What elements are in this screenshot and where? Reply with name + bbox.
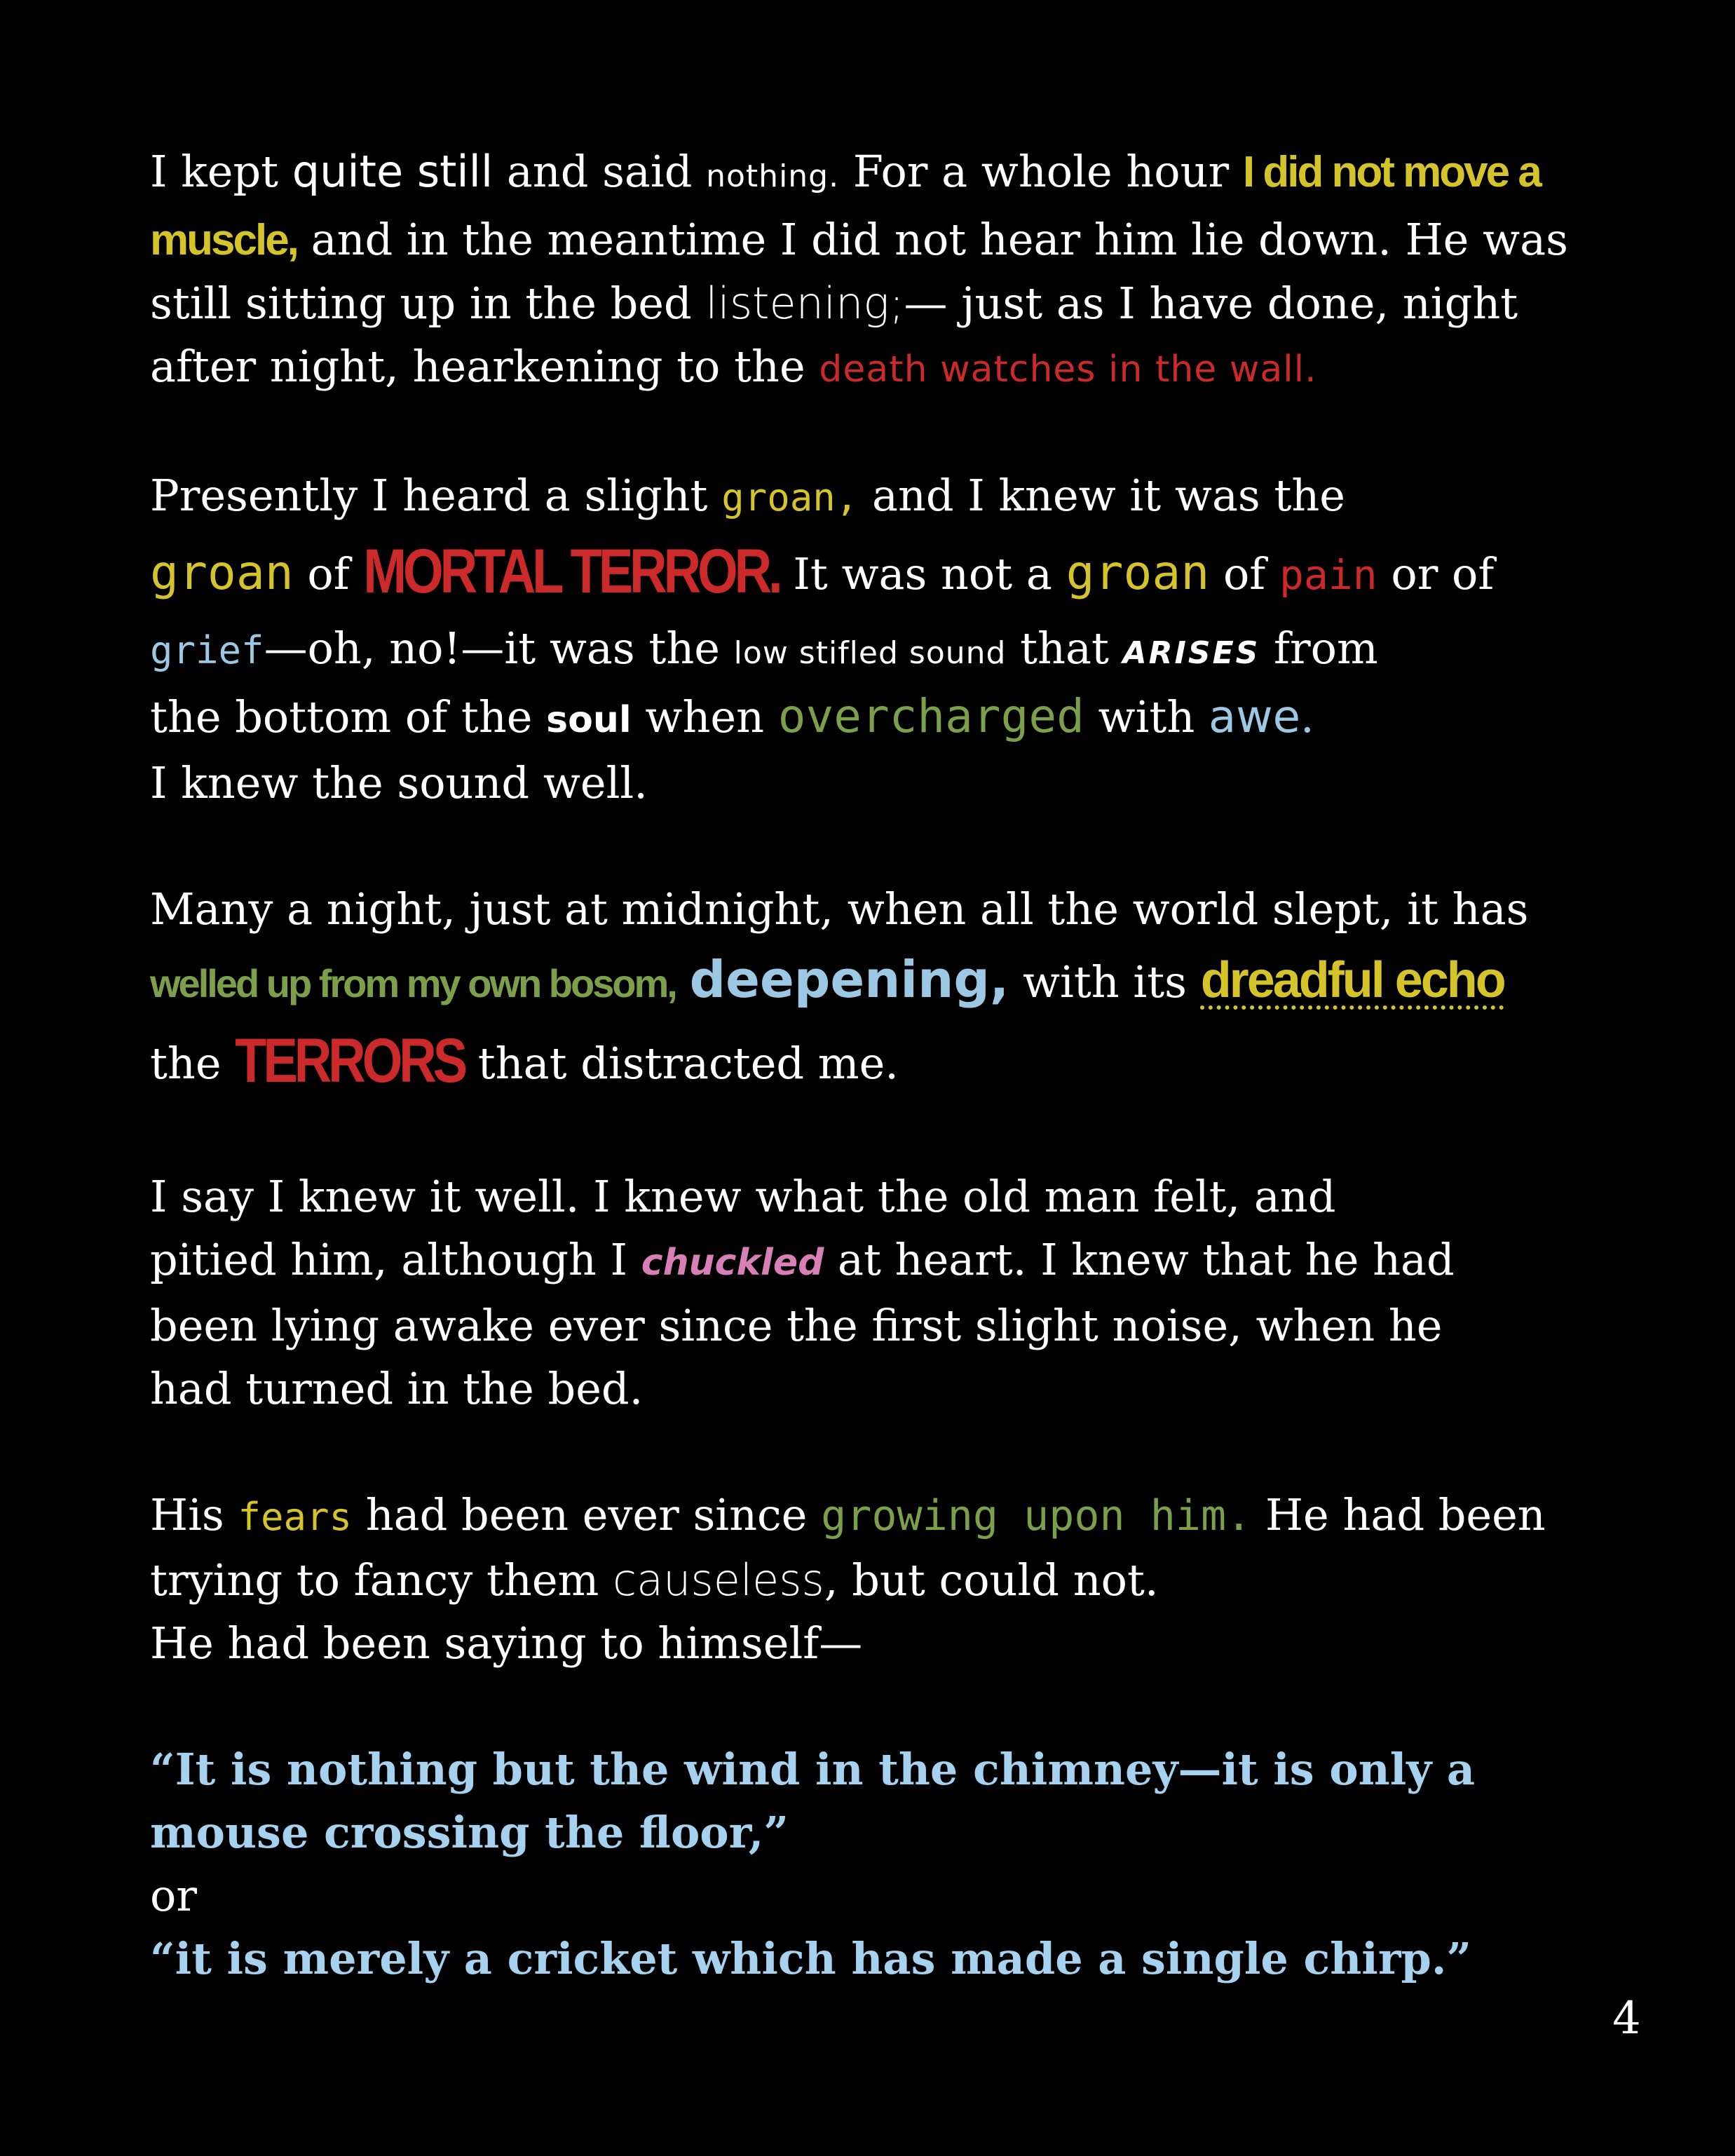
styled-word-groan: groan, xyxy=(721,475,859,520)
styled-word-terrors: TERRORS xyxy=(235,1025,465,1096)
styled-word-causeless: causeless xyxy=(613,1554,824,1606)
text-run: , but could not. xyxy=(824,1554,1159,1606)
paragraph-5 xyxy=(150,1484,1594,1675)
paragraph-gap xyxy=(150,1102,1594,1165)
text-run: at heart. I knew that he had xyxy=(824,1234,1455,1285)
paragraph-gap xyxy=(150,815,1594,878)
page-number: 4 xyxy=(1612,1993,1641,2045)
paragraph-line xyxy=(150,1612,1594,1675)
text-run: —oh, no!—it was the xyxy=(264,623,734,674)
text-run: the bottom of the xyxy=(150,691,547,743)
styled-phrase-did-not-move: I did not move a xyxy=(1242,148,1540,196)
paragraph-line xyxy=(150,272,1594,335)
text-run: pitied him, although I xyxy=(150,1234,641,1285)
text-run: and said xyxy=(493,146,707,197)
text-run: been lying awake ever since the first slight noise, when he xyxy=(150,1300,1443,1351)
paragraph-2 xyxy=(150,464,1594,815)
paragraph-line xyxy=(150,617,1594,685)
styled-word-soul: soul xyxy=(546,699,632,741)
text-run: the xyxy=(150,1038,236,1089)
text-run: or of xyxy=(1377,548,1495,599)
paragraph-line xyxy=(150,464,1594,529)
paragraph-line xyxy=(150,208,1594,272)
styled-word-muscle: muscle, xyxy=(150,216,297,264)
text-run: when xyxy=(631,691,778,743)
text-run: had turned in the bed. xyxy=(150,1363,644,1414)
styled-word-chuckled: chuckled xyxy=(641,1242,824,1284)
styled-word-arises: ARISES xyxy=(1122,635,1260,671)
quote-line: mouse crossing the floor,” xyxy=(150,1807,789,1858)
styled-phrase-mortal-terror: MORTAL TERROR. xyxy=(363,536,780,606)
text-run: His xyxy=(150,1489,238,1540)
paragraph-line xyxy=(150,878,1594,941)
styled-word-overcharged: overcharged xyxy=(777,689,1084,743)
text-run: I say I knew it well. I knew what the old man felt, and xyxy=(150,1171,1336,1222)
text-run: He had been saying to himself— xyxy=(150,1618,863,1669)
quote-block xyxy=(150,1738,1594,1991)
text-run: and in the meantime I did not hear him lie down. He was xyxy=(297,214,1568,265)
paragraph-4 xyxy=(150,1165,1594,1421)
paragraph-line xyxy=(150,1484,1594,1549)
quote-connector: or xyxy=(150,1870,197,1921)
paragraph-line xyxy=(150,1165,1594,1228)
text-run: had been ever since xyxy=(352,1489,822,1540)
paragraph-line xyxy=(150,685,1594,752)
paragraph-line xyxy=(150,1228,1594,1294)
text-run: It was not a xyxy=(779,548,1066,599)
styled-word-listening: listening; xyxy=(705,278,904,329)
paragraph-line xyxy=(150,941,1594,1022)
paragraph-gap xyxy=(150,401,1594,464)
styled-phrase-welled-up: welled up from my own bosom, xyxy=(150,961,676,1005)
styled-phrase-low-stifled-sound: low stifled sound xyxy=(733,635,1007,671)
paragraph-3 xyxy=(150,878,1594,1102)
styled-word-groan: groan xyxy=(150,545,294,601)
paragraph-gap xyxy=(150,1675,1594,1738)
paragraph-line xyxy=(150,335,1594,401)
text-run: of xyxy=(1209,548,1279,599)
text-run: after night, hearkening to the xyxy=(150,341,819,392)
styled-word-groan: groan xyxy=(1066,545,1210,601)
styled-word-grief: grief xyxy=(150,628,264,672)
paragraph-1 xyxy=(150,140,1594,401)
text-run: of xyxy=(293,548,364,599)
text-run: still sitting up in the bed xyxy=(150,278,706,329)
text-run: He had been xyxy=(1251,1489,1546,1540)
text-run: I kept xyxy=(150,146,292,197)
text-run: that xyxy=(1006,623,1123,674)
paragraph-line xyxy=(150,752,1594,815)
quote-line: “it is merely a cricket which has made a single chirp.” xyxy=(150,1933,1472,1984)
styled-phrase-growing-upon-him: growing upon him. xyxy=(821,1491,1252,1540)
story-page xyxy=(150,140,1594,1991)
text-run: Many a night, just at midnight, when all the world slept, it has xyxy=(150,883,1529,935)
styled-word-deepening: deepening, xyxy=(689,950,1009,1009)
paragraph-line xyxy=(150,1549,1594,1612)
styled-word-quite-still: quite still xyxy=(292,146,494,197)
text-run: . xyxy=(1300,691,1314,743)
styled-phrase-dreadful-echo: dreadful echo xyxy=(1200,952,1504,1008)
paragraph-line xyxy=(150,1022,1594,1102)
text-run: that distracted me. xyxy=(464,1038,899,1089)
paragraph-gap xyxy=(150,1421,1594,1484)
text-run: — just as I have done, night xyxy=(904,278,1518,329)
paragraph-line xyxy=(150,529,1594,617)
paragraph-line xyxy=(150,1357,1594,1421)
text-run: from xyxy=(1260,623,1378,674)
text-run xyxy=(676,956,690,1008)
styled-word-awe: awe xyxy=(1209,691,1300,743)
styled-phrase-death-watches: death watches in the wall. xyxy=(819,348,1317,391)
styled-word-pain: pain xyxy=(1279,551,1377,599)
text-run: and I knew it was the xyxy=(858,470,1345,521)
paragraph-line xyxy=(150,140,1594,208)
paragraph-line xyxy=(150,1294,1594,1357)
text-run: Presently I heard a slight xyxy=(150,470,722,521)
quote-line: “It is nothing but the wind in the chimney—it is only a xyxy=(150,1744,1476,1795)
text-run: I knew the sound well. xyxy=(150,757,648,808)
styled-word-nothing: nothing. xyxy=(706,158,840,194)
text-run: with its xyxy=(1009,956,1201,1008)
text-run: trying to fancy them xyxy=(150,1554,613,1606)
text-run: For a whole hour xyxy=(839,146,1243,197)
styled-word-fears: fears xyxy=(238,1495,352,1539)
text-run: with xyxy=(1084,691,1209,743)
